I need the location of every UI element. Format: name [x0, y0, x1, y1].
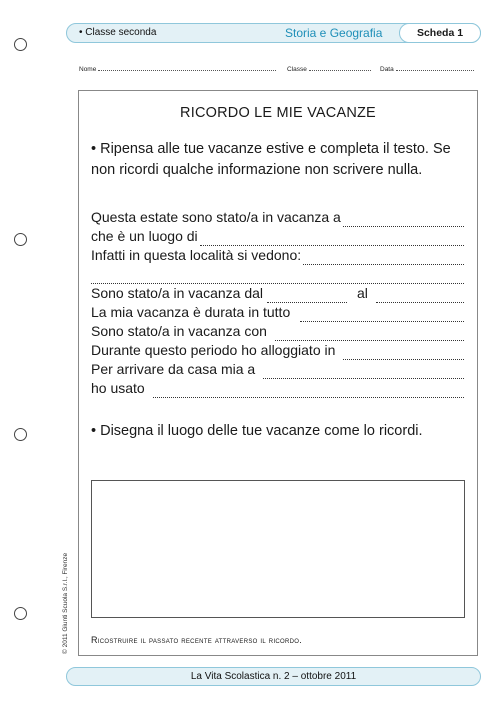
binder-hole-4	[14, 607, 27, 620]
answer-line-sights[interactable]	[91, 246, 466, 265]
page-title: RICORDO LE MIE VACANZE	[180, 105, 376, 121]
prompt-place: Questa estate sono stato/a in vacanza a	[91, 209, 341, 225]
class-level-label: • Classe seconda	[79, 27, 157, 38]
blank-transport[interactable]	[153, 385, 464, 398]
answer-line-type[interactable]	[91, 227, 466, 246]
prompt-transport: ho usato	[91, 380, 145, 396]
drawing-box[interactable]	[91, 480, 465, 618]
prompt-type: che è un luogo di	[91, 228, 198, 244]
binder-hole-1	[14, 38, 27, 51]
answer-line-sights-continued[interactable]	[91, 265, 466, 284]
sheet-number-badge: Scheda 1	[399, 23, 481, 43]
publication-info: La Vita Scolastica n. 2 – ottobre 2011	[190, 671, 357, 682]
blank-date-from[interactable]	[267, 290, 347, 303]
binder-hole-2	[14, 233, 27, 246]
prompt-dates-to: al	[357, 285, 368, 301]
prompt-company: Sono stato/a in vacanza con	[91, 323, 267, 339]
class-field-label: Classe	[287, 66, 307, 73]
answer-line-route[interactable]	[91, 360, 466, 379]
binder-hole-3	[14, 428, 27, 441]
class-field-blank[interactable]	[309, 64, 371, 71]
footer-bar	[66, 667, 481, 686]
learning-objective-text: Ricostruire il passato recente attraverso il ricordo.	[91, 635, 303, 645]
instruction-complete-text: • Ripensa alle tue vacanze estive e completa il testo. Se non ricordi qualche informazione non scrivere nulla.	[91, 141, 451, 178]
blank-place[interactable]	[343, 214, 464, 227]
prompt-dates-from: Sono stato/a in vacanza dal	[91, 285, 264, 301]
blank-sights[interactable]	[303, 252, 464, 265]
header-bar	[66, 23, 481, 43]
blank-duration[interactable]	[300, 309, 464, 322]
date-field-blank[interactable]	[396, 64, 474, 71]
instruction-draw: • Disegna il luogo delle tue vacanze come lo ricordi.	[91, 423, 423, 439]
answer-line-transport[interactable]	[91, 379, 466, 398]
blank-route[interactable]	[263, 366, 464, 379]
learning-objective	[91, 635, 302, 645]
answer-line-lodging[interactable]	[91, 341, 466, 360]
name-field[interactable]	[79, 64, 276, 76]
blank-company[interactable]	[275, 328, 464, 341]
subject-title: Storia e Geografia	[285, 26, 383, 40]
blank-date-to[interactable]	[376, 290, 464, 303]
blank-sights-continued[interactable]	[91, 271, 464, 284]
worksheet-frame	[78, 90, 478, 656]
class-field[interactable]	[287, 64, 371, 76]
prompt-route: Per arrivare da casa mia a	[91, 361, 256, 377]
name-field-blank[interactable]	[98, 64, 276, 71]
prompt-duration: La mia vacanza è durata in tutto	[91, 304, 291, 320]
answer-line-company[interactable]	[91, 322, 466, 341]
prompt-lodging: Durante questo periodo ho alloggiato in	[91, 342, 336, 358]
date-field-label: Data	[380, 66, 394, 73]
copyright-notice: © 2011 Giunti Scuola S.r.l., Firenze	[62, 552, 69, 654]
name-field-label: Nome	[79, 66, 97, 73]
date-field[interactable]	[380, 64, 474, 76]
blank-lodging[interactable]	[343, 347, 464, 360]
answer-line-dates[interactable]	[91, 284, 466, 303]
blank-type[interactable]	[200, 233, 464, 246]
prompt-sights: Infatti in questa località si vedono:	[91, 247, 302, 263]
answer-line-duration[interactable]	[91, 303, 466, 322]
answer-line-place[interactable]	[91, 208, 466, 227]
